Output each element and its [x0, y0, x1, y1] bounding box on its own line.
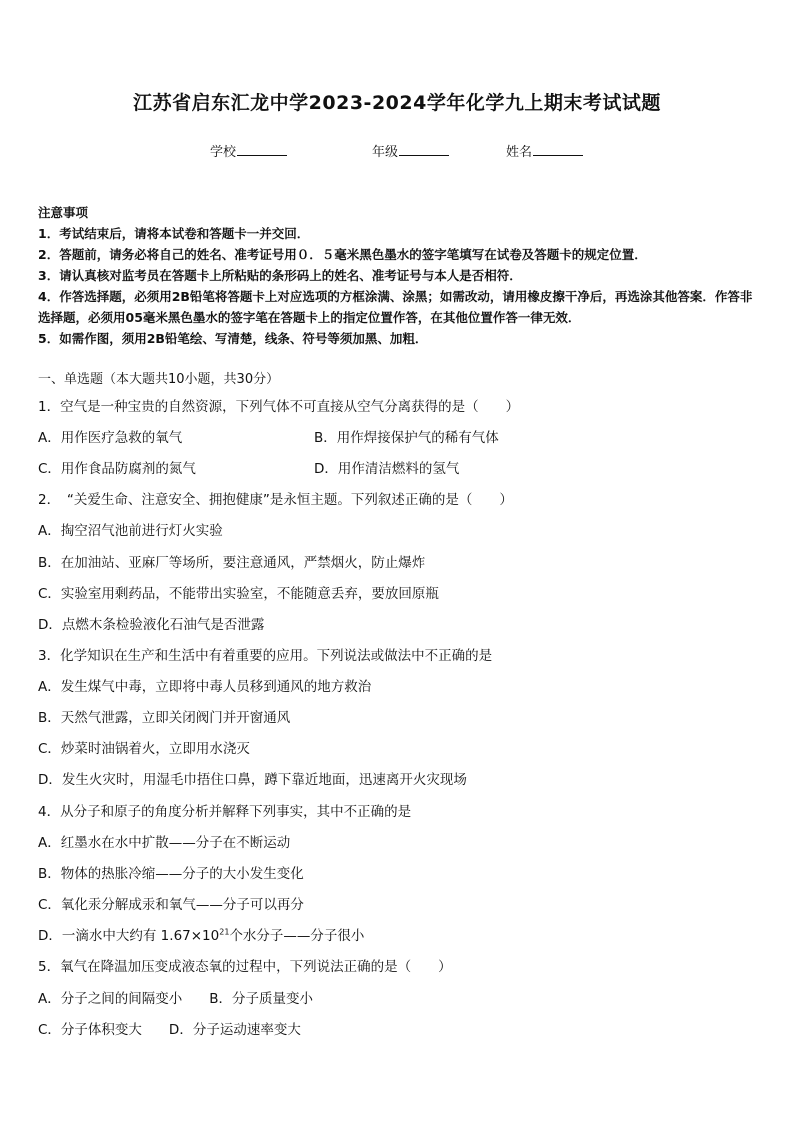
q3-option-d: D．发生火灾时，用湿毛巾捂住口鼻，蹲下靠近地面，迅速离开火灾现场: [38, 772, 467, 788]
q2-option-d: D．点燃木条检验液化石油气是否泄露: [38, 617, 265, 633]
question-5-stem: 5．氧气在降温加压变成液态氧的过程中，下列说法正确的是（ ）: [38, 959, 452, 975]
grade-field: [372, 141, 449, 160]
q2-option-b: B．在加油站、亚麻厂等场所，要注意通风，严禁烟火，防止爆炸: [38, 555, 426, 571]
note-item: 2．答题前，请务必将自己的姓名、准考证号用０．５毫米黑色墨水的签字笔填写在试卷及答题卡的规定位置．: [38, 247, 647, 262]
q4-option-c: C．氧化汞分解成汞和氧气——分子可以再分: [38, 897, 304, 913]
grade-label: 年级: [372, 145, 399, 160]
note-item: 4．作答选择题，必须用2B铅笔将答题卡上对应选项的方框涂满、涂黑；如需改动，请用橡皮擦干净后，再选涂其他答案．作答非选择题，必须用05毫米黑色墨水的签字笔在答题卡上的指定位置作答，在其他位置作答一律无效．: [38, 289, 753, 325]
question-3-stem: 3．化学知识在生产和生活中有着重要的应用。下列说法或做法中不正确的是: [38, 648, 493, 664]
q1-option-a: A．用作医疗急救的氧气: [38, 430, 183, 446]
q1-option-b: B．用作焊接保护气的稀有气体: [314, 430, 499, 446]
q4-option-a: A．红墨水在水中扩散——分子在不断运动: [38, 835, 291, 851]
q4-option-d: [38, 924, 364, 944]
name-label: 姓名: [506, 145, 533, 160]
note-item: 3．请认真核对监考员在答题卡上所粘贴的条形码上的姓名、准考证号与本人是否相符．: [38, 268, 522, 283]
q2-option-a: A．掏空沼气池前进行灯火实验: [38, 523, 223, 539]
question-1-stem: 1．空气是一种宝贵的自然资源，下列气体不可直接从空气分离获得的是（ ）: [38, 399, 520, 415]
q4-option-d-tail: 个水分子——分子很小: [229, 928, 365, 944]
q3-option-c: C．炒菜时油锅着火，立即用水浇灭: [38, 741, 250, 757]
q1-option-c: C．用作食品防腐剂的氮气: [38, 461, 196, 477]
q3-option-b: B．天然气泄露，立即关闭阀门并开窗通风: [38, 710, 291, 726]
name-field: [506, 141, 583, 160]
q5-options-cd: C．分子体积变大 D．分子运动速率变大: [38, 1022, 301, 1038]
q3-option-a: A．发生煤气中毒，立即将中毒人员移到通风的地方救治: [38, 679, 372, 695]
notes-block: [38, 203, 760, 349]
note-item: 1．考试结束后，请将本试卷和答题卡一并交回．: [38, 226, 310, 241]
section-title: 一、单选题（本大题共10小题，共30分）: [38, 372, 280, 387]
q5-options-ab: A．分子之间的间隔变小 B．分子质量变小: [38, 991, 313, 1007]
note-item: 5．如需作图，须用2B铅笔绘、写清楚，线条、符号等须加黑、加粗．: [38, 331, 428, 346]
school-blank[interactable]: [237, 143, 287, 156]
question-4-stem: 4．从分子和原子的角度分析并解释下列事实，其中不正确的是: [38, 804, 412, 820]
grade-blank[interactable]: [399, 143, 449, 156]
exam-title: 江苏省启东汇龙中学2023-2024学年化学九上期末考试试题: [133, 92, 661, 114]
notes-heading: 注意事项: [38, 205, 89, 220]
name-blank[interactable]: [533, 143, 583, 156]
q1-option-d: D．用作清洁燃料的氢气: [314, 461, 460, 477]
question-2-stem: 2． “关爱生命、注意安全、拥抱健康”是永恒主题。下列叙述正确的是（ ）: [38, 492, 513, 508]
q4-option-b: B．物体的热胀冷缩——分子的大小发生变化: [38, 866, 304, 882]
q4-exponent: 21: [219, 927, 230, 937]
q2-option-c: C．实验室用剩药品，不能带出实验室，不能随意丢弃，要放回原瓶: [38, 586, 439, 602]
school-label: 学校: [210, 145, 237, 160]
q4-option-d-text: D．一滴水中大约有 1.67×10: [38, 928, 220, 944]
school-field: [210, 141, 287, 160]
